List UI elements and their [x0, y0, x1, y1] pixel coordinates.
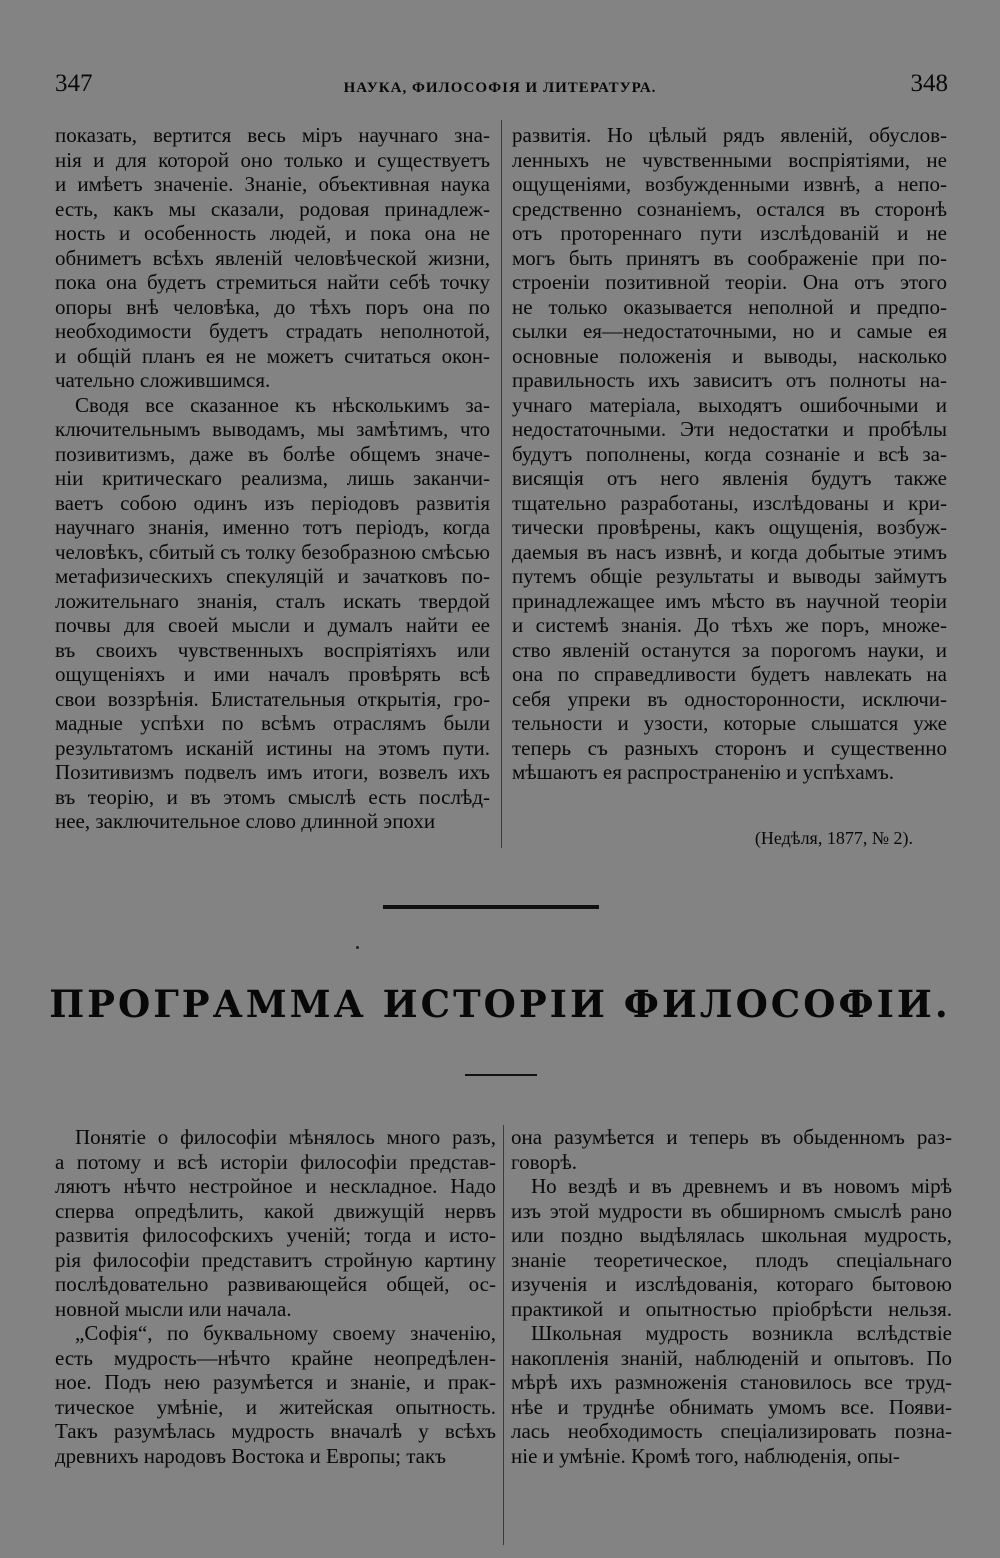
text-line: человѣкъ, сбитый съ толку безобразною смѣсью	[55, 539, 490, 564]
page-header	[0, 70, 1000, 106]
text-line: принадлежащее имъ мѣсто въ научной теоріи	[512, 588, 947, 613]
text-line: и общій планъ ея не можетъ считаться окон-	[55, 343, 490, 368]
text-column-bottom-right	[511, 1125, 952, 1468]
text-line: ніи критическаго реализма, лишь заканчи-	[55, 466, 490, 490]
text-line: теперь съ разныхъ сторонъ и существенно	[512, 735, 947, 760]
text-line: Такъ разумѣлась мудрость вначалѣ у всѣхъ	[55, 1419, 496, 1443]
text-line: висящія отъ него явленія будутъ также	[512, 466, 947, 490]
text-line: изученія и изслѣдованія, котораго бытовою	[511, 1272, 952, 1296]
text-line: показать, вертится весь міръ научнаго зна-	[55, 123, 490, 147]
text-line: послѣдовательно развивающейся общей, ос-	[55, 1272, 496, 1296]
text-line: чательно сложившимся.	[55, 368, 271, 392]
text-line: ство явленій останутся за порогомъ науки, и	[512, 637, 947, 662]
text-line: рія философіи представитъ стройную картину	[55, 1247, 496, 1272]
text-line: нее, заключительное слово длинной эпохи	[55, 809, 436, 833]
text-line: Понятіе о философіи мѣнялось много разъ,	[75, 1125, 496, 1149]
text-line: Сводя все сказанное къ нѣсколькимъ за-	[75, 392, 490, 417]
text-line: развитія. Но цѣлый рядъ явленій, обуслов-	[512, 123, 947, 147]
text-column-top-right	[512, 123, 947, 785]
text-line: средственно сознаніемъ, остался въ сторонѣ	[512, 196, 947, 221]
section-separator-rule	[383, 905, 599, 909]
page-number-left: 347	[55, 70, 93, 97]
text-line: могъ быть принятъ въ соображеніе при по-	[512, 245, 947, 270]
text-line: сперва опредѣлить, какой движущій нервъ	[55, 1198, 496, 1223]
text-line: ваетъ собою одинъ изъ періодовъ развитія	[55, 490, 490, 515]
text-line: ощущеніями, возбужденными извнѣ, а непо-	[512, 172, 947, 196]
text-line: ленныхъ не чувственными воспріятіями, не	[512, 147, 947, 172]
text-line: есть, какъ мы сказали, родовая принадлеж-	[55, 196, 490, 221]
text-line: Школьная мудрость возникла вслѣдствіе	[531, 1321, 952, 1345]
text-line: необходимости будетъ страдать неполнотой,	[55, 319, 490, 343]
text-line: или поздно выдѣлялась школьная мудрость,	[511, 1223, 952, 1247]
print-speck	[356, 946, 359, 949]
text-line: ключительнымъ выводамъ, мы замѣтимъ, что	[55, 417, 490, 441]
text-line: и имѣетъ значеніе. Знаніе, объективная наука	[55, 172, 490, 196]
text-line: учнаго матеріала, выходятъ ошибочными и	[512, 392, 947, 417]
text-line: мѣрѣ ихъ размноженія становилось все труд-	[511, 1370, 952, 1394]
text-line: даемыя въ насъ извнѣ, и когда добытые этимъ	[512, 539, 947, 564]
text-line: а потому и всѣ исторіи философіи представ-	[55, 1149, 496, 1174]
text-line: новной мысли или начала.	[55, 1296, 292, 1321]
text-line: тически провѣрены, какъ ощущенія, возбуж-	[512, 515, 947, 539]
text-line: „Софія“, по буквальному своему значенію,	[75, 1321, 496, 1345]
text-line: не только оказывается неполной и предпо-	[512, 294, 947, 319]
text-line: пока она будетъ стремиться найти себѣ точку	[55, 270, 490, 294]
text-line: правильность ихъ зависитъ отъ полноты на-	[512, 368, 947, 392]
text-line: метафизическихъ спекуляцій и зачатковъ по-	[55, 564, 490, 588]
column-divider	[503, 1125, 504, 1545]
text-line: основные положенія и выводы, насколько	[512, 343, 947, 368]
text-line: себя упреки въ односторонности, исключи-	[512, 686, 947, 711]
text-line: ляютъ нѣчто нестройное и нескладное. Надо	[55, 1174, 496, 1198]
text-line: нія и для которой оно только и существуетъ	[55, 147, 490, 172]
text-line: путемъ общіе результаты и выводы займутъ	[512, 564, 947, 588]
article-title: ПРОГРАММА ИСТОРІИ ФИЛОСОФІИ.	[49, 982, 951, 1026]
text-line: ложительнаго знанія, сталъ искать твердой	[55, 588, 490, 613]
text-line: развитія философскихъ ученій; тогда и исто-	[55, 1223, 496, 1247]
text-line: результатомъ исканій истины на этомъ пути.	[55, 735, 490, 760]
text-line: Но вездѣ и въ древнемъ и въ новомъ мірѣ	[531, 1174, 952, 1198]
text-line: Позитивизмъ подвелъ имъ итоги, возвелъ ихъ	[55, 760, 490, 784]
text-line: ность и особенность людей, и пока она не	[55, 221, 490, 245]
text-line: практикой и опытностью пріобрѣсти нельзя.	[511, 1296, 952, 1321]
text-line: отъ протореннаго пути изслѣдованій и не	[512, 221, 947, 245]
column-divider	[501, 120, 502, 848]
text-line: ощущеніяхъ и ими началъ провѣрять всѣ	[55, 662, 490, 686]
text-line: обниметъ всѣхъ явленій человѣческой жизни,	[55, 245, 490, 270]
text-line: древнихъ народовъ Востока и Европы; такъ	[55, 1443, 447, 1468]
text-column-bottom-left	[55, 1125, 496, 1468]
text-line: въ теорію, и въ этомъ смыслѣ есть послѣд-	[55, 784, 490, 809]
source-citation: (Недѣля, 1877, № 2).	[754, 828, 913, 848]
text-line: изъ этой мудрости въ обширномъ смыслѣ рано	[511, 1198, 952, 1223]
text-line: почвы для своей мысли и думалъ найти ее	[55, 613, 490, 637]
text-line: лась необходимость спеціализировать позна-	[511, 1419, 952, 1443]
text-line: тельности и узости, которые слышатся уже	[512, 711, 947, 735]
text-line: будутъ пополнены, когда сознаніе и всѣ за-	[512, 441, 947, 466]
text-line: и системѣ знанія. До тѣхъ же поръ, множе-	[512, 613, 947, 637]
text-line: накопленія знаній, наблюденій и опытовъ. По	[511, 1345, 952, 1370]
text-line: она по справедливости будетъ навлекать на	[512, 662, 947, 686]
text-line: нѣе и труднѣе обнимать умомъ все. Появи-	[511, 1394, 952, 1419]
text-line: она разумѣется и теперь въ обыденномъ раз-	[511, 1125, 952, 1149]
title-underline-rule	[465, 1074, 537, 1076]
text-line: мѣшаютъ ея распространенію и успѣхамъ.	[512, 760, 895, 784]
running-title: НАУКА, ФИЛОСОФІЯ И ЛИТЕРАТУРА.	[343, 80, 657, 96]
page-number-right: 348	[910, 70, 948, 97]
text-line: тщательно разработаны, изслѣдованы и кри-	[512, 490, 947, 515]
text-line: ное. Подъ нею разумѣется и знаніе, и прак-	[55, 1370, 496, 1394]
text-line: недостаточными. Эти недостатки и пробѣлы	[512, 417, 947, 441]
text-line: говорѣ.	[511, 1149, 578, 1174]
text-line: научнаго знанія, именно тотъ періодъ, когда	[55, 515, 490, 539]
text-line: знаніе теоретическое, плодъ спеціальнаго	[511, 1247, 952, 1272]
text-line: свои воззрѣнія. Блистательныя открытія, гро-	[55, 686, 490, 711]
text-line: въ своихъ чувственныхъ воспріятіяхъ или	[55, 637, 490, 662]
text-column-top-left	[55, 123, 490, 834]
text-line: строеніи позитивной теоріи. Она отъ этого	[512, 270, 947, 294]
text-line: сылки ея—недостаточными, но и самые ея	[512, 319, 947, 343]
text-line: есть мудрость—нѣчто крайне неопредѣлен-	[55, 1345, 496, 1370]
text-line: мадные успѣхи по всѣмъ отраслямъ были	[55, 711, 490, 735]
text-line: позивитизмъ, даже въ болѣе общемъ значе-	[55, 441, 490, 466]
text-line: тическое умѣніе, и житейская опытность.	[55, 1394, 496, 1419]
text-line: опоры внѣ человѣка, до тѣхъ поръ она по	[55, 294, 490, 319]
text-line: ніе и умѣніе. Кромѣ того, наблюденія, опы-	[511, 1443, 900, 1468]
